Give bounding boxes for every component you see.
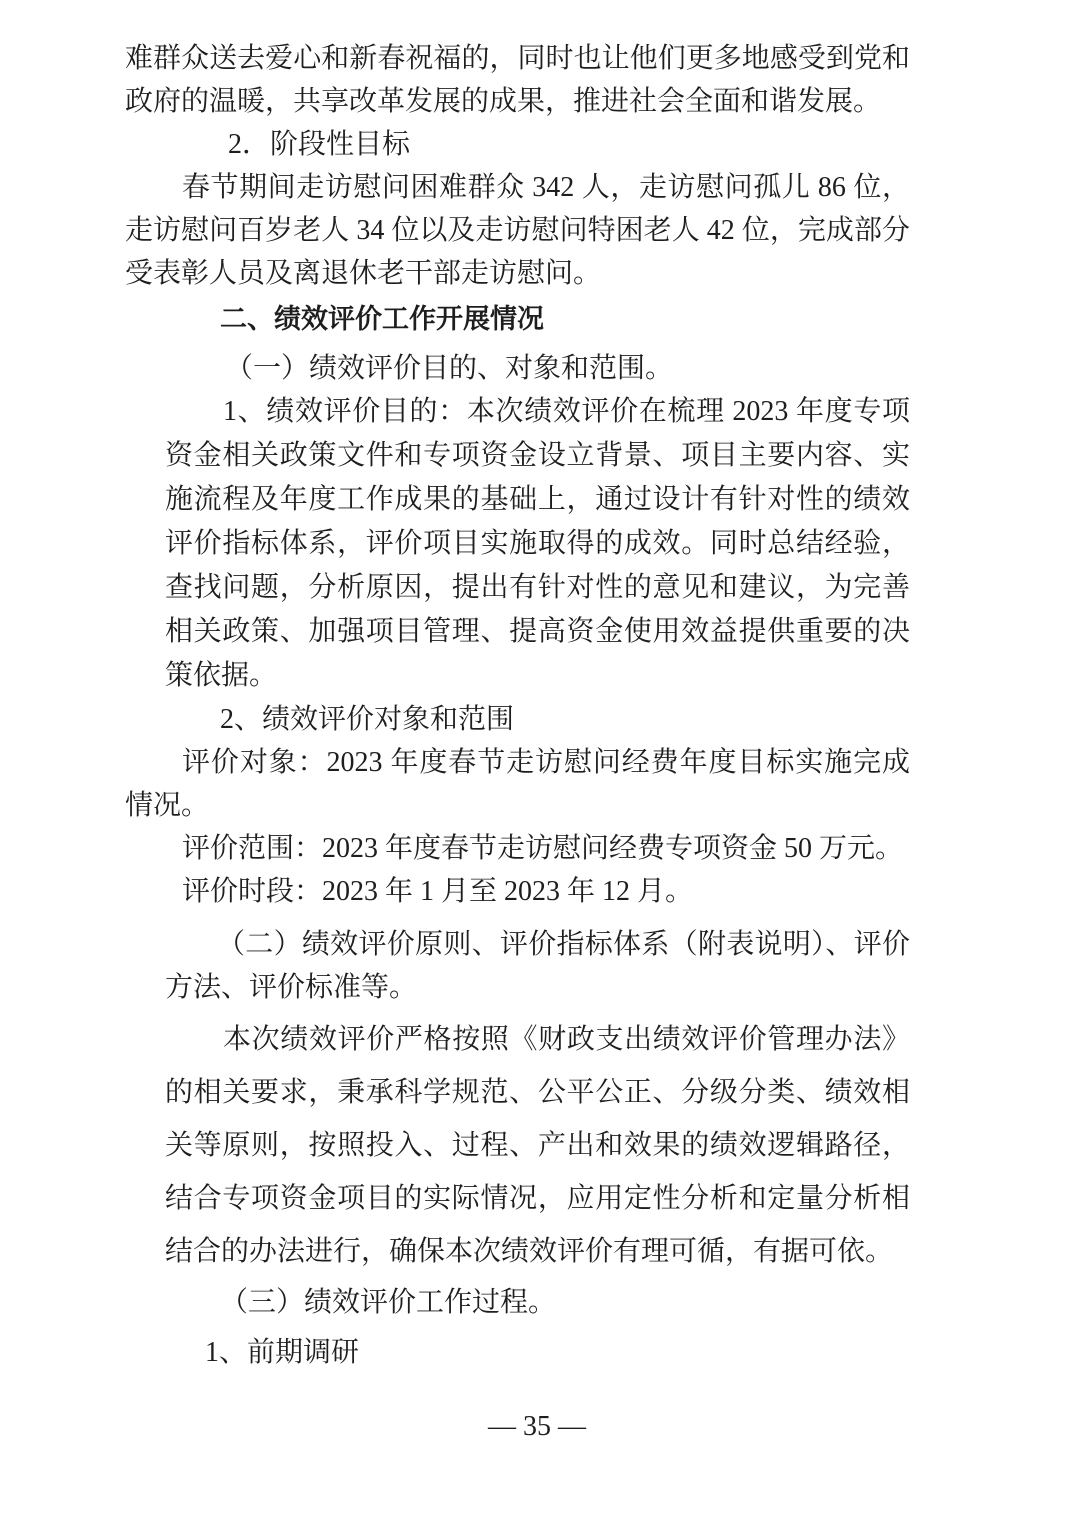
subsection-heading-1: （一）绩效评价目的、对象和范围。 xyxy=(225,353,674,384)
subsection-heading-2: （二）绩效评价原则、评价指标体系（附表说明）、评价方法、评价标准等。 xyxy=(165,929,910,1003)
paragraph-evaluation-range: 评价范围：2023 年度春节走访慰问经费专项资金 50 万元。 xyxy=(182,833,904,864)
page-footer-number: — 35 — xyxy=(488,1411,586,1442)
subsection-heading-3: （三）绩效评价工作过程。 xyxy=(220,1287,557,1318)
paragraph-evaluation-purpose: 1、绩效评价目的：本次绩效评价在梳理 2023 年度专项资金相关政策文件和专项资金设立背景、项目主要内容、实施流程及年度工作成果的基础上，通过设计有针对性的绩效评价指标体系，评价项目实施取得的成效。同时总结经验，查找问题，分析原因，提出有针对性的意见和建议，为完善相关政策、加强项目管理、提高资金使用效益提供重要的决策依据。 xyxy=(165,396,910,691)
paragraph-evaluation-method: 本次绩效评价严格按照《财政支出绩效评价管理办法》的相关要求，秉承科学规范、公平公正、分级分类、绩效相关等原则，按照投入、过程、产出和效果的绩效逻辑路径，结合专项资金项目的实际情况，应用定性分析和定量分析相结合的办法进行，确保本次绩效评价有理可循，有据可依。 xyxy=(165,1024,910,1267)
section-heading-2: 二、绩效评价工作开展情况 xyxy=(220,304,544,334)
paragraph-visit-stats: 春节期间走访慰问困难群众 342 人，走访慰问孤儿 86 位，走访慰问百岁老人 34 位以及走访慰问特困老人 42 位，完成部分受表彰人员及离退休老干部走访慰问。 xyxy=(125,172,910,289)
paragraph-evaluation-object: 评价对象：2023 年度春节走访慰问经费年度目标实施完成情况。 xyxy=(125,747,910,821)
subheading-evaluation-scope: 2、绩效评价对象和范围 xyxy=(220,704,515,735)
subheading-preliminary-research: 1、前期调研 xyxy=(205,1337,360,1368)
paragraph-continuation: 难群众送去爱心和新春祝福的，同时也让他们更多地感受到党和政府的温暖，共享改革发展的成果，推进社会全面和谐发展。 xyxy=(125,43,910,117)
paragraph-evaluation-period: 评价时段：2023 年 1 月至 2023 年 12 月。 xyxy=(182,876,694,907)
document-body xyxy=(125,37,910,1378)
subheading-stage-goal: 2．阶段性目标 xyxy=(228,129,411,160)
